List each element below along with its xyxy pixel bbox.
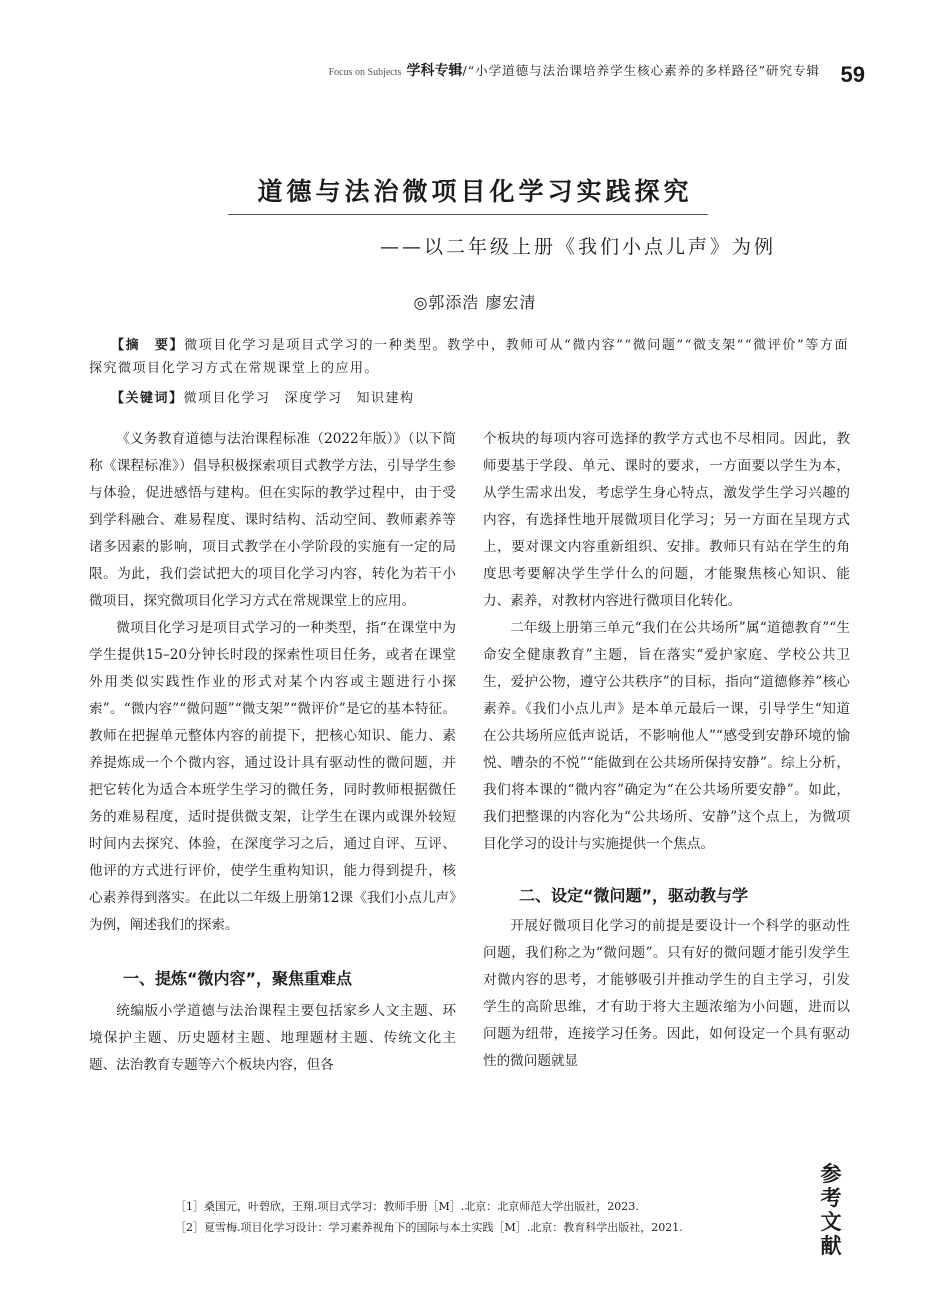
article-subtitle: ——以二年级上册《我们小点儿声》为例 [380,236,777,258]
title-divider [228,214,708,215]
references-side-label: 参考文献 [820,1162,842,1258]
abstract-text: 微项目化学习是项目式学习的一种类型。教学中，教师可从“微内容”“微问题”“微支架”“微评价”等方面探究微项目化学习方式在常规课堂上的应用。 [89,338,849,376]
keywords [111,387,811,410]
body-column-left [89,426,456,1079]
reference-item: ［2］夏雪梅.项目化学习设计：学习素养视角下的国际与本土实践［M］.北京：教育科学出版社，2021. [175,1221,683,1234]
authors: ◎郭添浩 廖宏清 [413,293,537,312]
running-header [300,60,820,90]
abstract [89,334,849,380]
body-paragraph: 统编版小学道德与法治课程主要包括家乡人文主题、环境保护主题、历史题材主题、地理题材主题、传统文化主题、法治教育专题等六个板块内容，但各 [89,1003,456,1073]
body-paragraph: 微项目化学习是项目式学习的一种类型，指“在课堂中为学生提供15–20分钟长时段的探索性项目任务，或者在课堂外用类似实践性作业的形式对某个内容或主题进行小探索”。“微内容”“微问题”“微支架”“微评价”是它的基本特征。教师在把握单元整体内容的前提下，把核心知识、能力、素养提炼成一个个微内容，通过设计具有驱动性的微问题，并把它转化为适合本班学生学习的微任务，同时教师根据微任务的难易程度，适时提供微支架，让学生在课内或课外较短时间内去探究、体验，在深度学习之后，通过自评、互评、他评的方式进行评价，使学生重构知识，能力得到提升，核心素养得到落实。在此以二年级上册第12课《我们小点儿声》为例，阐述我们的探索。 [89,620,456,933]
body-paragraph: 《义务教育道德与法治课程标准（2022年版）》（以下简称《课程标准》）倡导积极探索项目式教学方法，引导学生参与体验，促进感悟与建构。但在实际的教学过程中，由于受到学科融合、难易程度、课时结构、活动空间、教师素养等诸多因素的影响，项目式教学在小学阶段的实施有一定的局限。为此，我们尝试把大的项目化学习内容，转化为若干小微项目，探究微项目化学习方式在常规课堂上的应用。 [89,431,456,609]
header-series: /“小学道德与法治课培养学生核心素养的多样路径”研究专辑 [462,63,820,78]
keywords-label: 【关键词】 [111,391,184,406]
body-paragraph: 个板块的每项内容可选择的教学方式也不尽相同。因此，教师要基于学段、单元、课时的要求，一方面要以学生为本，从学生需求出发，考虑学生身心特点，激发学生学习兴趣的内容，有选择性地开展微项目化学习；另一方面在呈现方式上，要对课文内容重新组织、安排。教师只有站在学生的角度思考要解决学生学什么的问题，才能聚焦核心知识、能力、素养，对教材内容进行微项目化转化。 [483,431,850,609]
header-subject: 学科专辑 [406,63,463,79]
section-heading: 二、设定“微问题”，驱动教与学 [519,886,749,905]
body-paragraph: 二年级上册第三单元“我们在公共场所”属“道德教育”“生命安全健康教育”主题，旨在落实“爱护家庭、学校公共卫生，爱护公物，遵守公共秩序”的目标，指向“道德修养”核心素养。《我们小点儿声》是本单元最后一课，引导学生“知道在公共场所应低声说话，不影响他人”“感受到安静环境的愉悦、嘈杂的不悦”“能做到在公共场所保持安静”。综上分析，我们将本课的“微内容”确定为“在公共场所要安静”。如此，我们把整课的内容化为“公共场所、安静”这个点上，为微项目化学习的设计与实施提供一个焦点。 [483,620,850,852]
body-paragraph: 开展好微项目化学习的前提是要设计一个科学的驱动性问题，我们称之为“微问题”。只有好的微问题才能引发学生对微内容的思考，才能够吸引并推动学生的自主学习，引发学生的高阶思维，才有助于将大主题浓缩为小问题，进而以问题为纽带，连接学习任务。因此，如何设定一个具有驱动性的微问题就显 [483,918,850,1069]
header-focus-label: Focus on Subjects [328,67,402,78]
reference-item: ［1］桑国元，叶碧欣，王翔.项目式学习：教师手册［M］.北京：北京师范大学出版社，2023. [175,1200,639,1213]
page-number: 59 [840,62,865,87]
body-column-right [483,426,850,1075]
article-title: 道德与法治微项目化学习实践探究 [257,177,693,206]
keyword-item: 微项目化学习 [183,391,271,406]
keyword-item: 深度学习 [284,391,343,406]
keyword-item: 知识建构 [356,391,415,406]
abstract-label: 【摘 要】 [111,338,185,353]
references-list [175,1196,795,1238]
section-heading: 一、提炼“微内容”，聚焦重难点 [123,969,353,988]
